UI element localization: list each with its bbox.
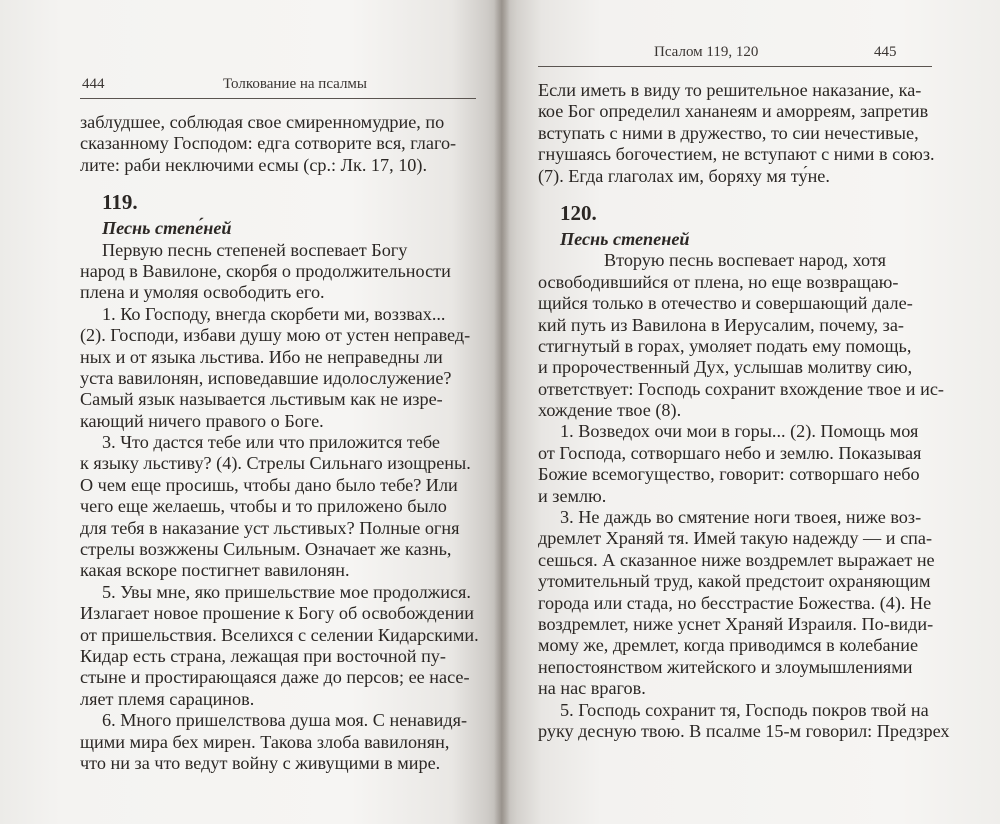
text-line: и пророчественный Дух, услышав молитву сию, — [538, 357, 913, 378]
page-number-right: 445 — [874, 44, 897, 60]
text-line: 5. Господь сохранит тя, Господь покров твой на — [560, 699, 929, 720]
text-line: сешься. А сказанное ниже воздремлет выражает не — [538, 549, 935, 570]
running-head-left: Толкование на псалмы — [223, 76, 368, 92]
text-line: на нас врагов. — [538, 678, 646, 699]
text-line: Божие всемогущество, говорит: сотворшаго небо — [538, 464, 920, 485]
text-line: гнушаясь богочестием, не вступают с ними в союз. — [538, 144, 935, 165]
page-number-left: 444 — [82, 76, 105, 92]
running-head-right: Псалом 119, 120 — [654, 44, 759, 60]
text-line: чего еще желаешь, чтобы и то приложено было — [80, 496, 447, 517]
text-line: щими мира бех мирен. Такова злоба вавилонян, — [80, 731, 450, 752]
text-line: плена и умоляя освободить его. — [80, 282, 325, 303]
text-line: ляет племя сарацинов. — [80, 688, 255, 709]
text-line: от пришельствия. Вселихся с селении Кидарскими. — [80, 624, 479, 645]
text-line: утомительный труд, какой предстоит охраняющим — [538, 571, 931, 592]
header-rule-right — [538, 66, 932, 67]
text-line: вступать с ними в дружество, то сии нечестивые, — [538, 122, 919, 143]
text-line: кое Бог определил хананеям и аморреям, запретив — [538, 101, 929, 122]
text-line: лите: раби неключими есмы (ср.: Лк. 17, 10). — [80, 154, 427, 175]
text-line: 1. Ко Господу, внегда скорбети ми, воззвах... — [102, 303, 446, 324]
text-line: дремлет Храняй тя. Имей такую надежду — и спа- — [538, 528, 933, 549]
text-line: и землю. — [538, 485, 607, 506]
text-line: какая вскоре постигнет вавилонян. — [80, 560, 350, 581]
left-text-column — [80, 112, 480, 774]
text-line: народ в Вавилоне, скорбя о продолжительности — [80, 260, 451, 281]
psalm-subtitle: Песнь степеней — [560, 228, 690, 249]
text-line: кающий ничего правого о Боге. — [80, 410, 324, 431]
text-line: мому же, дремлет, когда приводимся в колебание — [538, 635, 919, 656]
text-line: Излагает новое прошение к Богу об освобождении — [80, 603, 474, 624]
text-line: 6. Много пришелствова душа моя. С ненавидя- — [102, 710, 468, 731]
text-line: хождение твое (8). — [538, 400, 682, 421]
text-line: (7). Егда глаголах им, боряху мя ту́не. — [538, 165, 830, 186]
text-line: для тебя в наказание уст льстивых? Полные огня — [80, 517, 460, 538]
text-line: ответствует: Господь сохранит вхождение твое и ис- — [538, 378, 944, 399]
text-line: 3. Что дастся тебе или что приложится тебе — [102, 432, 440, 453]
psalm-number: 120. — [560, 200, 597, 225]
text-line: заблудшее, соблюдая свое смиренномудрие, по — [80, 112, 445, 132]
text-line: Самый язык называется льстивым как не изре- — [80, 389, 443, 410]
text-line: города или стада, но бесстрастие Божества. (4). Не — [538, 592, 932, 613]
text-line: что ни за что ведут войну с живущими в мире. — [80, 752, 441, 773]
text-line: к языку льстиву? (4). Стрелы Сильнаго изощрены. — [80, 453, 471, 474]
text-line: непостоянством житейского и злоумышлениями — [538, 656, 913, 677]
right-text-column — [538, 80, 958, 742]
text-line: от Господа, сотворшаго небо и землю. Показывая — [538, 442, 922, 463]
text-line: кий путь из Вавилона в Иерусалим, почему, за- — [538, 314, 904, 335]
text-line: руку десную твою. В псалме 15-м говорил: Предзрех — [538, 720, 950, 741]
text-line: (2). Господи, избави душу мою от устен неправед- — [80, 325, 471, 346]
psalm-subtitle: Песнь степе́ней — [102, 218, 232, 239]
text-line: стыне и простирающаяся даже до персов; ее насе- — [80, 667, 470, 688]
book-gutter — [494, 0, 510, 824]
text-line: стигнутый в горах, умоляет подать ему помощь, — [538, 335, 912, 356]
text-line: 3. Не даждь во смятение ноги твоея, ниже воз- — [560, 507, 922, 528]
psalm-number: 119. — [102, 190, 138, 215]
text-line: щийся только в отечество и совершающий дале- — [538, 293, 913, 314]
text-line: уста вавилонян, исповедавшие идолослужение? — [80, 367, 452, 388]
text-line: сказанному Господом: едга сотворите вся, глаго- — [80, 133, 457, 154]
text-line: 5. Увы мне, яко пришельствие мое продолжися. — [102, 581, 471, 602]
text-line: Вторую песнь воспевает народ, хотя — [604, 250, 886, 271]
text-line: Первую песнь степеней воспевает Богу — [102, 239, 408, 260]
header-rule-left — [80, 98, 476, 99]
text-line: Кидар есть страна, лежащая при восточной пу- — [80, 645, 446, 666]
text-line: Если иметь в виду то решительное наказание, ка- — [538, 80, 922, 100]
text-line: освободившийся от плена, но еще возвращаю- — [538, 271, 899, 292]
text-line: 1. Возведох очи мои в горы... (2). Помощь моя — [560, 421, 919, 442]
text-line: О чем еще просишь, чтобы дано было тебе? Или — [80, 474, 458, 495]
text-line: стрелы возжжены Сильным. Означает же казнь, — [80, 539, 452, 560]
text-line: ных и от языка льстива. Ибо не неправедны ли — [80, 346, 443, 367]
right-page — [502, 0, 1000, 824]
text-line: воздремлет, ниже уснет Храняй Израиля. По-види- — [538, 613, 934, 634]
